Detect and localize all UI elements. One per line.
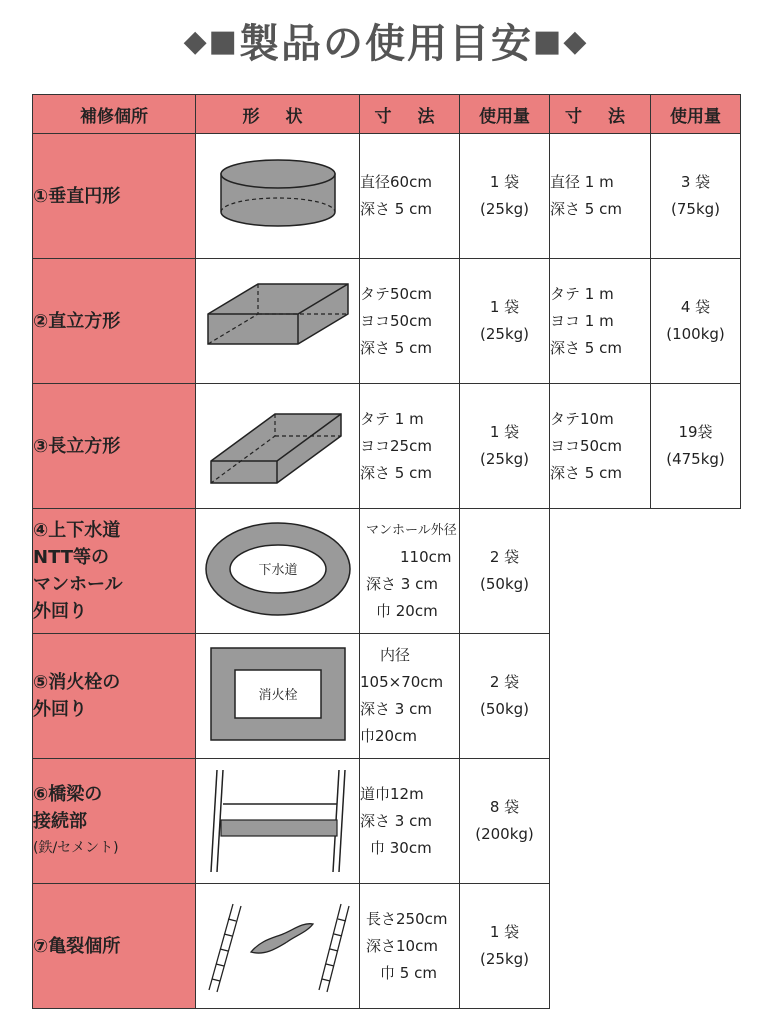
header-shape: 形 状	[196, 95, 360, 134]
long-box-icon	[196, 384, 360, 509]
dimension-cell: マンホール外径 110cm 深さ 3 cm 巾 20cm	[360, 509, 460, 634]
location-label: ②直立方形	[33, 259, 196, 384]
header-quantity: 使用量	[651, 95, 741, 134]
location-label: ⑥橋梁の 接続部 (鉄/セメント)	[33, 759, 196, 884]
icon-label: 消火栓	[257, 688, 298, 703]
dimension-cell: タテ50cm ヨコ50cm 深さ 5 cm	[360, 259, 460, 384]
dimension-cell: 長さ250cm 深さ10cm 巾 5 cm	[360, 884, 460, 1009]
table-row	[33, 759, 741, 884]
dimension-cell: 直径 1 m 深さ 5 cm	[550, 134, 651, 259]
location-label: ④上下水道 NTT等の マンホール 外回り	[33, 509, 196, 634]
table-row	[33, 509, 741, 634]
location-label: ①垂直円形	[33, 134, 196, 259]
location-label: ③長立方形	[33, 384, 196, 509]
location-label: ⑦亀裂個所	[33, 884, 196, 1009]
dimension-cell: 内径 105×70cm 深さ 3 cm 巾20cm	[360, 634, 460, 759]
title-text: 製品の使用目安	[239, 21, 533, 67]
quantity-cell: 1 袋 (25kg)	[460, 384, 550, 509]
quantity-cell: 2 袋 (50kg)	[460, 509, 550, 634]
quantity-cell: 3 袋 (75kg)	[651, 134, 741, 259]
header-row	[33, 95, 741, 134]
manhole-ring-icon	[196, 509, 360, 634]
crack-icon	[196, 884, 360, 1009]
diamond-icon: ■◆	[533, 24, 589, 59]
box-icon	[196, 259, 360, 384]
hydrant-frame-icon	[196, 634, 360, 759]
bridge-joint-icon	[196, 759, 360, 884]
dimension-cell: タテ 1 m ヨコ 1 m 深さ 5 cm	[550, 259, 651, 384]
quantity-cell: 1 袋 (25kg)	[460, 259, 550, 384]
cylinder-icon	[196, 134, 360, 259]
header-location: 補修個所	[33, 95, 196, 134]
table-row	[33, 634, 741, 759]
header-dimension: 寸 法	[550, 95, 651, 134]
table-row	[33, 384, 741, 509]
diamond-icon: ◆■	[183, 24, 239, 59]
dimension-cell: 道巾12m 深さ 3 cm 巾 30cm	[360, 759, 460, 884]
quantity-cell: 2 袋 (50kg)	[460, 634, 550, 759]
quantity-cell: 1 袋 (25kg)	[460, 884, 550, 1009]
dimension-cell: タテ10m ヨコ50cm 深さ 5 cm	[550, 384, 651, 509]
quantity-cell: 4 袋 (100kg)	[651, 259, 741, 384]
dimension-cell: 直径60cm 深さ 5 cm	[360, 134, 460, 259]
quantity-cell: 19袋 (475kg)	[651, 384, 741, 509]
icon-label: 下水道	[257, 563, 298, 578]
page-title	[0, 12, 772, 69]
usage-table	[32, 94, 741, 1009]
quantity-cell: 8 袋 (200kg)	[460, 759, 550, 884]
header-quantity: 使用量	[460, 95, 550, 134]
header-dimension: 寸 法	[360, 95, 460, 134]
table-row	[33, 884, 741, 1009]
table-row	[33, 259, 741, 384]
table-row	[33, 134, 741, 259]
location-label: ⑤消火栓の 外回り	[33, 634, 196, 759]
dimension-cell: タテ 1 m ヨコ25cm 深さ 5 cm	[360, 384, 460, 509]
quantity-cell: 1 袋 (25kg)	[460, 134, 550, 259]
